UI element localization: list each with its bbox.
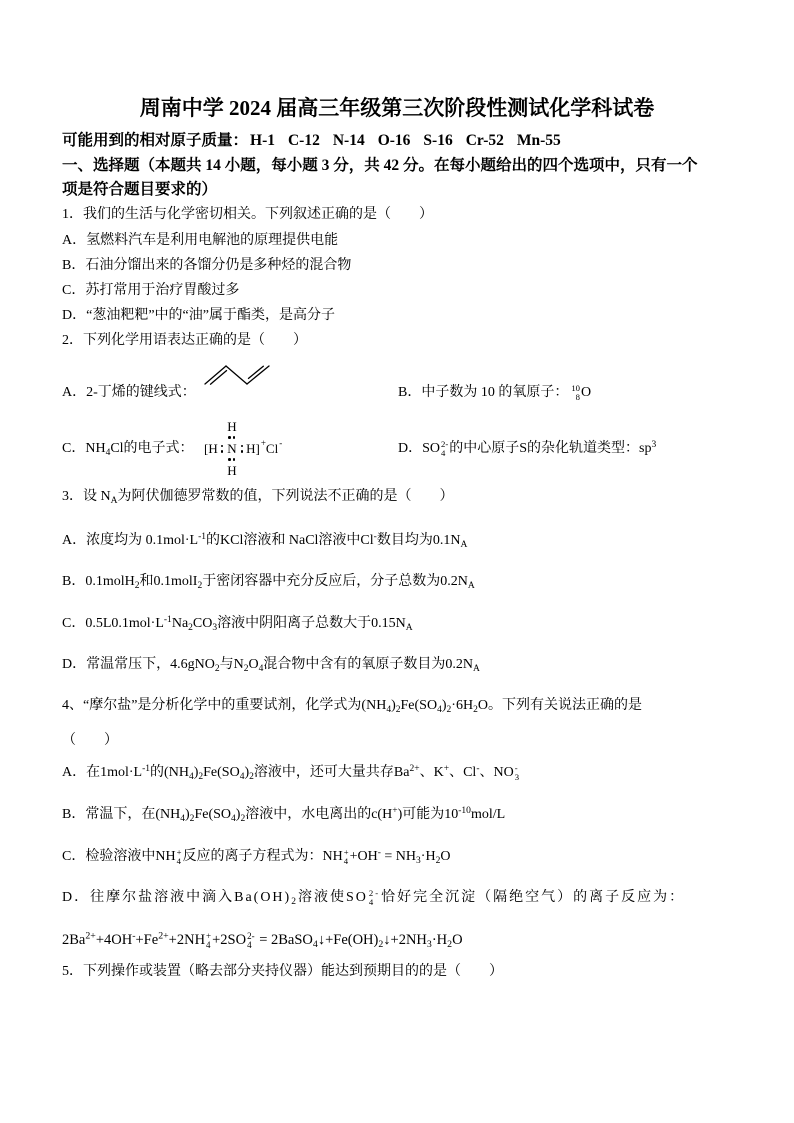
section-heading-line-2: 项是符合题目要求的） xyxy=(62,181,218,198)
text-run: D．往摩尔盐溶液中滴入Ba(OH) xyxy=(62,890,292,905)
stack-bottom: 4 xyxy=(176,855,181,866)
atomic-mass-c: C-12 xyxy=(287,132,320,149)
electron-dot xyxy=(241,445,244,448)
subscript: 4 xyxy=(437,704,442,715)
text-run: ) xyxy=(441,698,447,713)
subscript: 3 xyxy=(426,938,432,950)
sub-sup-stack xyxy=(177,848,182,865)
q1-stem: 1．我们的生活与化学密切相关。下列叙述正确的是（ ） xyxy=(62,207,433,222)
superscript: - xyxy=(476,763,480,774)
text-run: ·H xyxy=(420,849,436,864)
chloride-anion: Cl xyxy=(265,441,279,456)
subscript: 2 xyxy=(189,813,195,824)
text-run: ·6H xyxy=(451,698,474,713)
text-run: = 2BaSO xyxy=(255,932,313,948)
electron-pair-dots xyxy=(221,445,224,453)
q4-option-b xyxy=(62,806,505,824)
q4-option-a xyxy=(62,764,520,782)
q3-option-d xyxy=(62,656,480,674)
text-run: Cl的电子式： xyxy=(110,441,194,456)
electron-dot xyxy=(228,436,231,439)
q1-option-b: B．石油分馏出来的各馏分仍是多种烃的混合物 xyxy=(62,258,352,273)
subscript: 3 xyxy=(416,855,421,866)
text-run: 与N xyxy=(219,657,244,672)
q2-option-d xyxy=(398,440,656,458)
electron-dot xyxy=(221,445,224,448)
electron-dot xyxy=(233,436,236,439)
text-run: ↓+Fe(OH) xyxy=(317,932,379,948)
q4-option-c xyxy=(62,848,450,866)
superscript: - xyxy=(373,531,377,542)
text-run: Fe(SO xyxy=(400,698,438,713)
text-run: 反应的离子方程式为：NH xyxy=(182,849,343,864)
text-run: CO xyxy=(192,616,213,631)
subscript: 2 xyxy=(291,896,298,907)
q1-option-d: D．“葱油粑粑”中的“油”属于酯类，是高分子 xyxy=(62,308,335,323)
text-run: 溶液中，还可大量共存Ba xyxy=(253,765,410,780)
atomic-mass-h: H-1 xyxy=(250,132,275,149)
q2-option-b xyxy=(398,384,591,402)
text-run: 、NO xyxy=(479,765,514,780)
text-run: 、Cl xyxy=(449,765,477,780)
text-run: B．中子数为 10 的氧原子： xyxy=(398,385,569,400)
text-run: C．NH xyxy=(62,441,106,456)
atomic-mass-label: 可能用到的相对原子质量： xyxy=(62,132,249,149)
atomic-mass-s: S-16 xyxy=(423,132,453,149)
text-run: 溶液使SO xyxy=(297,890,368,905)
superscript: -10 xyxy=(458,805,471,816)
atomic-mass-line xyxy=(62,132,561,150)
text-run: +Fe xyxy=(135,932,159,948)
text-run: ) xyxy=(235,807,241,822)
text-run: O xyxy=(581,385,592,400)
butene-skeletal-formula xyxy=(203,360,273,388)
text-run: ) xyxy=(244,765,250,780)
text-run: C．检验溶液中NH xyxy=(62,849,176,864)
text-run: O xyxy=(248,657,259,672)
page-title: 周南中学 2024 届高三年级第三次阶段性测试化学科试卷 xyxy=(139,96,655,120)
q2-stem: 2．下列化学用语表达正确的是（ ） xyxy=(62,333,307,348)
stack-top: 2- xyxy=(368,888,381,899)
q2-option-c xyxy=(62,440,194,458)
stack-bottom: 4 xyxy=(343,855,349,866)
text-run: 4、“摩尔盐”是分析化学中的重要试剂，化学式为(NH xyxy=(62,698,387,713)
stack-bottom: 4 xyxy=(247,940,252,951)
superscript: 3 xyxy=(651,439,657,450)
bracket-close-h: H] xyxy=(246,441,260,456)
superscript: -1 xyxy=(163,614,172,625)
superscript: 2+ xyxy=(409,763,420,774)
q1-option-a: A．氢燃料汽车是利用电解池的原理提供电能 xyxy=(62,233,339,248)
text-run: Fe(SO xyxy=(203,765,240,780)
text-run: 的KCl溶液和 NaCl溶液中Cl xyxy=(206,533,374,548)
subscript: 2 xyxy=(447,938,453,950)
text-run: 的中心原子S的杂化轨道类型：sp xyxy=(449,441,652,456)
nh4cl-electron-formula xyxy=(204,420,282,477)
subscript: 2 xyxy=(198,771,204,782)
electron-dot xyxy=(233,458,236,461)
superscript: + xyxy=(392,805,398,816)
atomic-mass-o: O-16 xyxy=(377,132,411,149)
sub-sup-stack xyxy=(247,932,254,950)
subscript: 4 xyxy=(258,663,264,674)
text-run: +2NH xyxy=(168,932,206,948)
text-run: ) xyxy=(185,807,190,822)
text-run: = NH xyxy=(380,849,417,864)
subscript: A xyxy=(110,495,118,506)
q3-option-b xyxy=(62,573,475,591)
text-run: 和0.1molI xyxy=(139,574,198,589)
superscript: - xyxy=(132,930,136,942)
electron-dot xyxy=(221,450,224,453)
q5-stem: 5．下列操作或装置（略去部分夹持仪器）能达到预期目的的是（ ） xyxy=(62,964,503,979)
text-run: 恰好完全沉淀（隔绝空气）的离子反应为： xyxy=(381,890,686,905)
text-run: Na xyxy=(171,616,189,631)
subscript: 2 xyxy=(473,704,478,715)
stack-top: + xyxy=(343,847,349,858)
text-run: 数目均为0.1N xyxy=(376,533,461,548)
text-run: D．SO xyxy=(398,441,441,456)
atomic-mass-mn: Mn-55 xyxy=(516,132,561,149)
nitrogen-column xyxy=(227,420,236,477)
text-run: ) xyxy=(391,698,396,713)
atomic-mass-n: N-14 xyxy=(332,132,365,149)
stack-top: 2- xyxy=(441,439,449,450)
subscript: 4 xyxy=(239,771,245,782)
text-run: 溶液中，水电离出的c(H xyxy=(245,807,393,822)
atomic-mass-cr: Cr-52 xyxy=(465,132,504,149)
section-heading-line-1: 一、选择题（本题共 14 小题，每小题 3 分，共 42 分。在每小题给出的四个选项中，只有一个 xyxy=(62,157,698,174)
sub-sup-stack xyxy=(515,764,519,781)
text-run: O xyxy=(440,849,451,864)
text-run: O。下列有关说法正确的是 xyxy=(477,698,642,713)
q4-stem-line-2: （ ） xyxy=(62,733,118,748)
isotope-numbers xyxy=(571,384,580,401)
subscript: 4 xyxy=(105,447,111,458)
bond-line xyxy=(226,366,247,384)
superscript: - xyxy=(377,847,381,858)
q3-option-a xyxy=(62,532,467,550)
q2-option-a: A．2-丁烯的键线式： xyxy=(62,385,196,400)
subscript: 2 xyxy=(249,771,254,782)
bond-line xyxy=(247,366,269,384)
subscript: 2 xyxy=(243,663,249,674)
text-run: A．在1mol·L xyxy=(62,765,143,780)
text-run: 3．设 N xyxy=(62,489,111,504)
text-run: 、K xyxy=(419,765,444,780)
text-run: D．常温常压下，4.6gNO xyxy=(62,657,215,672)
stack-bottom: 4 xyxy=(206,940,211,951)
subscript: 4 xyxy=(188,771,194,782)
superscript: -1 xyxy=(142,763,151,774)
text-run: A．浓度均为 0.1mol·L xyxy=(62,533,199,548)
subscript: A xyxy=(405,622,413,633)
text-run: )可能为10 xyxy=(397,807,459,822)
text-run: +OH xyxy=(349,849,378,864)
subscript: A xyxy=(467,580,475,591)
electron-dot xyxy=(241,450,244,453)
q1-option-c: C．苏打常用于治疗胃酸过多 xyxy=(62,283,240,298)
text-run: O xyxy=(452,932,463,948)
superscript: + xyxy=(443,763,450,774)
text-run: C．0.5L0.1mol·L xyxy=(62,616,164,631)
q3-option-c xyxy=(62,615,413,633)
superscript: -1 xyxy=(198,531,207,542)
text-run: 溶液中阴阳离子总数大于0.15N xyxy=(217,616,406,631)
stack-bottom: 4 xyxy=(441,447,446,458)
text-run: B．常温下，在(NH xyxy=(62,807,181,822)
text-run: Fe(SO xyxy=(194,807,231,822)
subscript: 2 xyxy=(134,580,140,591)
text-run: ↓+2NH xyxy=(383,932,427,948)
q4-stem-line-1 xyxy=(62,697,642,715)
sub-sup-stack xyxy=(206,932,211,950)
subscript: 2 xyxy=(188,622,193,633)
stack-top: + xyxy=(206,931,212,942)
sub-sup-stack xyxy=(441,440,448,457)
cation-charge: + xyxy=(260,438,266,448)
subscript: 4 xyxy=(386,704,392,715)
text-run: B．0.1molH xyxy=(62,574,135,589)
subscript: A xyxy=(473,663,480,674)
stack-top: 10 xyxy=(571,383,581,394)
superscript: 2+ xyxy=(158,930,169,942)
stack-bottom: 8 xyxy=(575,391,581,402)
stack-top: 2- xyxy=(247,931,255,942)
electron-pair-dots xyxy=(241,445,244,453)
text-run: mol/L xyxy=(470,807,506,822)
q3-stem xyxy=(62,488,454,506)
subscript: 2 xyxy=(240,813,246,824)
sub-sup-stack xyxy=(344,848,349,865)
bottom-hydrogen: H xyxy=(227,463,237,478)
subscript: 2 xyxy=(197,580,203,591)
text-run: +2SO xyxy=(212,932,247,948)
subscript: 4 xyxy=(312,938,318,950)
bracket-open-h: [H xyxy=(204,441,218,456)
superscript: 2+ xyxy=(85,930,96,942)
anion-charge: - xyxy=(279,438,283,448)
nitrogen-atom: N xyxy=(227,441,237,456)
subscript: 2 xyxy=(378,938,384,950)
text-run: 为阿伏伽德罗常数的值，下列说法不正确的是（ ） xyxy=(117,489,454,504)
subscript: 4 xyxy=(180,813,185,824)
text-run: 的(NH xyxy=(150,765,189,780)
text-run: 混合物中含有的氧原子数目为0.2N xyxy=(263,657,474,672)
stack-bottom: 3 xyxy=(514,771,520,782)
stack-bottom: 4 xyxy=(368,896,376,907)
subscript: 4 xyxy=(231,813,236,824)
q4-option-d-equation xyxy=(62,931,463,950)
top-hydrogen: H xyxy=(227,419,237,434)
bond-line xyxy=(205,366,226,384)
text-run: ·H xyxy=(431,932,448,948)
subscript: 2 xyxy=(446,704,452,715)
subscript: A xyxy=(460,539,468,550)
text-run: 于密闭容器中充分反应后，分子总数为0.2N xyxy=(202,574,468,589)
text-run: 2Ba xyxy=(62,932,86,948)
stack-top: + xyxy=(176,847,182,858)
subscript: 2 xyxy=(435,855,441,866)
subscript: 2 xyxy=(214,663,220,674)
stack-top: - xyxy=(514,763,518,774)
subscript: 2 xyxy=(395,704,401,715)
electron-dot xyxy=(228,458,231,461)
sub-sup-stack xyxy=(369,889,380,906)
text-run: +4OH xyxy=(95,932,133,948)
subscript: 3 xyxy=(212,622,218,633)
text-run: ) xyxy=(193,765,199,780)
q4-option-d xyxy=(62,889,685,907)
